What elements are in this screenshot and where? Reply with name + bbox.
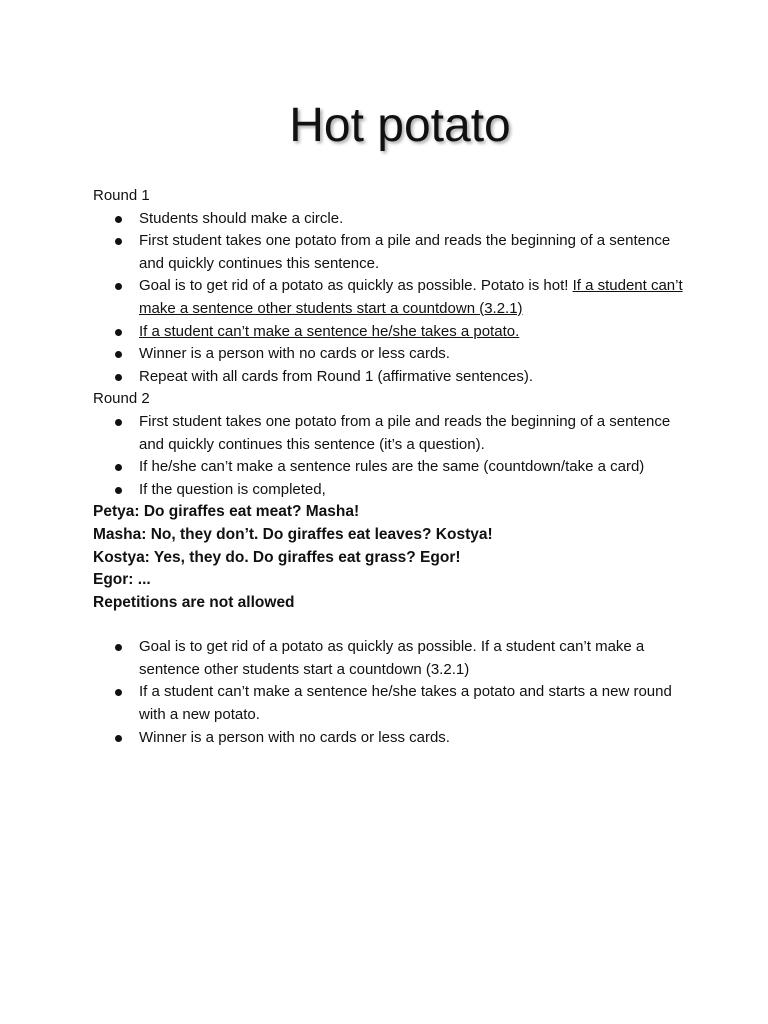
underlined-text: If a student can’t make a sentence he/she takes a potato. — [139, 322, 520, 340]
list-item: If he/she can’t make a sentence rules are the same (countdown/take a card) — [139, 456, 683, 479]
list-item: Winner is a person with no cards or less cards. — [139, 727, 683, 750]
dialogue-line: Kostya: Yes, they do. Do giraffes eat grass? Egor! — [93, 548, 461, 566]
round-1-label: Round 1 — [93, 187, 150, 204]
list-item: Repeat with all cards from Round 1 (affirmative sentences). — [139, 366, 683, 389]
list-item — [139, 275, 683, 320]
list-item-text: Goal is to get rid of a potato as quickly as possible. Potato is hot! — [139, 277, 573, 295]
list-item: If a student can’t make a sentence he/she takes a potato and starts a new round with a new potato. — [139, 681, 683, 726]
list-item: If the question is completed, — [139, 479, 683, 502]
list-item: Students should make a circle. — [139, 208, 683, 231]
round-1-list — [93, 208, 683, 389]
dialogue-line: Egor: ... — [93, 571, 151, 589]
page-title: Hot potato — [289, 99, 511, 152]
round-2-label: Round 2 — [93, 390, 150, 408]
final-rules-list — [93, 636, 683, 749]
dialogue-rule: Repetitions are not allowed — [93, 593, 295, 611]
list-item: First student takes one potato from a pile and reads the beginning of a sentence and quickly continues this sentence (it’s a question). — [139, 411, 683, 456]
dialogue-line: Masha: No, they don’t. Do giraffes eat leaves? Kostya! — [93, 525, 493, 543]
list-item: Goal is to get rid of a potato as quickly as possible. If a student can’t make a sentence other students start a countdown (3.2.1) — [139, 636, 683, 681]
spacer — [93, 614, 683, 636]
document-body — [93, 185, 683, 749]
list-item: Winner is a person with no cards or less cards. — [139, 343, 683, 366]
list-item — [139, 321, 683, 344]
underlined-text: If a student can’t make a sentence other students start a countdown (3.2.1) — [139, 277, 683, 317]
list-item: First student takes one potato from a pile and reads the beginning of a sentence and quickly continues this sentence. — [139, 230, 683, 275]
round-2-list — [93, 411, 683, 501]
dialogue-line: Petya: Do giraffes eat meat? Masha! — [93, 503, 360, 521]
dialogue-block — [93, 501, 683, 614]
